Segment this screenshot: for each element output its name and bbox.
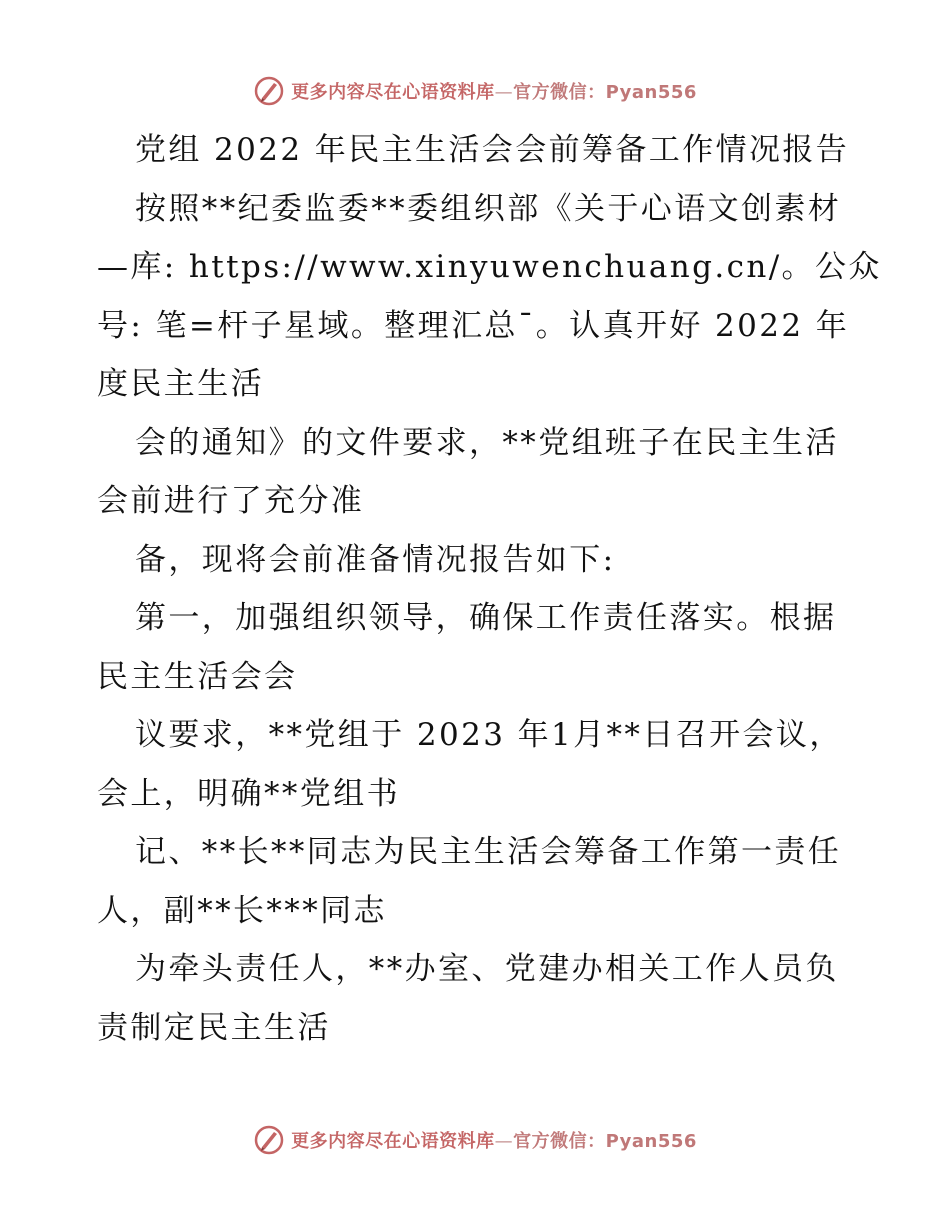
watermark-main-text: 更多内容尽在心语资料库 [291,82,495,103]
watermark-main-text: 更多内容尽在心语资料库 [291,1131,495,1152]
watermark-separator: — [494,1131,514,1152]
watermark-text [291,78,697,104]
document-body [97,121,882,1057]
watermark-banner-top [0,71,950,111]
paragraph-line: 度民主生活 [97,366,264,402]
pen-circle-logo-icon [253,75,285,107]
document-title: 党组 2022 年民主生活会会前筹备工作情况报告 [135,132,850,168]
watermark-wechat-label: 官方微信： [513,1131,606,1152]
paragraph-line: 记、**长**同志为民主生活会筹备工作第一责任 [135,834,842,870]
paragraph-line: 人，副**长***同志 [97,892,387,929]
paragraph-line: 为牵头责任人，**办室、党建办相关工作人员负 [135,951,839,987]
paragraph-line: 责制定民主生活 [97,1009,331,1046]
watermark-banner-bottom [0,1120,950,1160]
paragraph-line: 号: 笔=杆子星域。整理汇总¯。认真开好 2022 年 [97,307,850,344]
paragraph-line: 会上，明确**党组书 [97,775,400,812]
watermark-wechat-id: Pyan556 [605,1131,697,1152]
watermark-wechat-id: Pyan556 [605,82,697,103]
paragraph-line: 第一，加强组织领导，确保工作责任落实。根据 [135,600,837,636]
paragraph-line: —库: https://www.xinyuwenchuang.cn/。公众 [97,249,882,285]
watermark-separator: — [494,82,514,103]
paragraph-line: 会的通知》的文件要求，**党组班子在民主生活 [135,424,839,461]
paragraph-line: 会前进行了充分准 [97,483,365,519]
paragraph-line: 按照**纪委监委**委组织部《关于心语文创素材 [135,190,842,227]
paragraph-line: 备，现将会前准备情况报告如下: [135,541,616,578]
watermark-wechat-label: 官方微信： [513,82,606,103]
paragraph-line: 议要求，**党组于 2023 年1月**日召开会议， [135,717,843,753]
watermark-text [291,1127,697,1153]
paragraph-line: 民主生活会会 [97,658,298,695]
pen-circle-logo-icon [253,1124,285,1156]
